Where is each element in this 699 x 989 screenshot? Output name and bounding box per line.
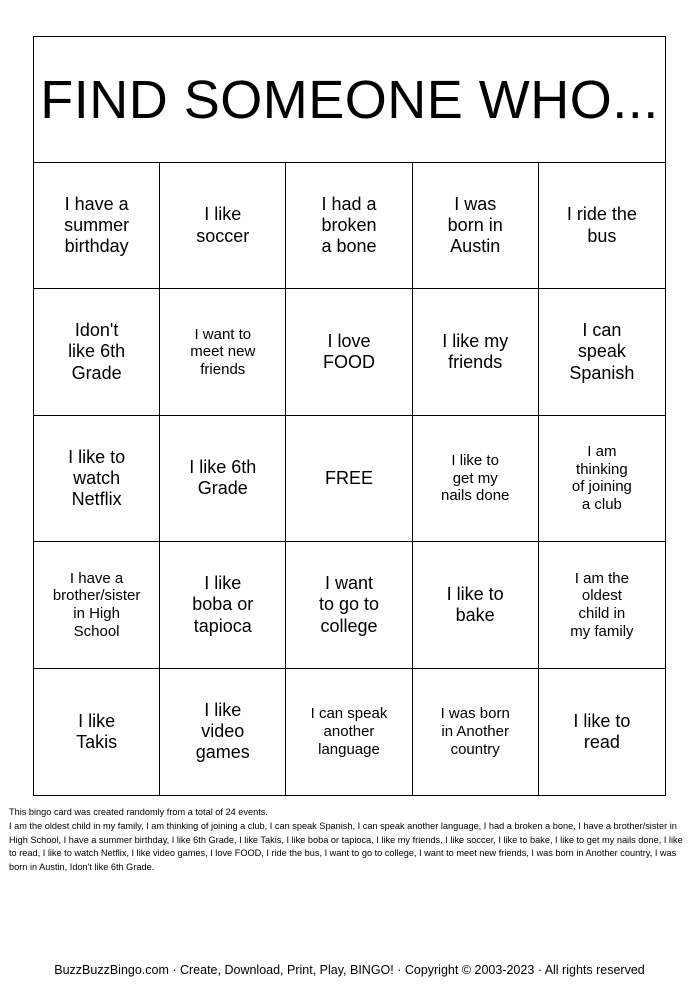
bingo-cell-text: Idon't like 6th Grade xyxy=(68,320,126,383)
bingo-cell xyxy=(539,669,665,795)
bingo-cell-text: I have a summer birthday xyxy=(64,193,130,257)
bingo-cell-text: I want to go to college xyxy=(318,573,380,636)
bingo-cell xyxy=(160,542,286,668)
bingo-cell xyxy=(413,416,539,542)
bingo-cell-text: I like to read xyxy=(573,710,631,752)
bingo-cell xyxy=(34,542,160,668)
card-title: FIND SOMEONE WHO... xyxy=(34,37,665,163)
bingo-cell-text: I am thinking of joining a club xyxy=(571,443,632,514)
bingo-cell xyxy=(539,416,665,542)
bingo-cell xyxy=(413,163,539,289)
card-info-summary: This bingo card was created randomly from a total of 24 events. xyxy=(9,807,268,817)
bingo-cell-text: I am the oldest child in my family xyxy=(570,569,634,640)
bingo-cell-text: I like boba or tapioca xyxy=(192,573,254,636)
bingo-cell-text: I can speak another language xyxy=(310,705,388,758)
bingo-cell xyxy=(413,542,539,668)
bingo-cell xyxy=(34,669,160,795)
bingo-cell xyxy=(160,669,286,795)
bingo-cell-text: I like to get my nails done xyxy=(441,451,510,505)
bingo-cell xyxy=(413,669,539,795)
bingo-cell xyxy=(160,416,286,542)
card-info xyxy=(9,806,689,875)
bingo-cell-text: I want to meet new friends xyxy=(190,325,256,378)
bingo-cell xyxy=(286,669,412,795)
bingo-cell-text: I had a broken a bone xyxy=(321,193,377,257)
bingo-cell-text: I like Takis xyxy=(76,710,118,752)
bingo-cell xyxy=(286,542,412,668)
bingo-cell xyxy=(34,289,160,415)
bingo-card xyxy=(33,36,666,796)
bingo-cell-text: I like my friends xyxy=(442,330,509,373)
bingo-cell xyxy=(413,289,539,415)
bingo-cell xyxy=(34,416,160,542)
bingo-cell-text: I have a brother/sister in High School xyxy=(52,569,141,640)
bingo-cell-text: I love FOOD xyxy=(322,330,375,373)
bingo-cell-text: I can speak Spanish xyxy=(569,320,635,383)
bingo-cell-text: FREE xyxy=(324,467,373,488)
bingo-cell xyxy=(539,289,665,415)
bingo-cell-text: I was born in Another country xyxy=(440,705,510,758)
bingo-cell-text: I like to watch Netflix xyxy=(68,446,126,510)
bingo-cell xyxy=(286,289,412,415)
bingo-cell xyxy=(160,163,286,289)
footer-copyright: BuzzBuzzBingo.com · Create, Download, Print, Play, BINGO! · Copyright © 2003-2023 · All rights reserved xyxy=(54,963,645,977)
bingo-cell xyxy=(286,163,412,289)
card-info-events: I am the oldest child in my family, I am thinking of joining a club, I can speak Spanish, I can speak another language, I had a broken a bone, I have a brother/sister in High School, I have a summer birthday, I like 6th Grade, I like Takis, I like boba or tapioca, I like my friends, I like soccer, I like to bake, I like to get my nails done, I like to read, I like to watch Netflix, I like video games, I love FOOD, I ride the bus, I want to go to college, I want to meet new friends, I was born in Another country, I was born in Austin, Idon't like 6th Grade. xyxy=(9,820,683,873)
bingo-cell xyxy=(160,289,286,415)
bingo-cell-text: I ride the bus xyxy=(566,204,637,246)
bingo-cell-text: I like to bake xyxy=(446,583,504,625)
bingo-cell-text: I was born in Austin xyxy=(447,193,503,257)
bingo-cell xyxy=(539,163,665,289)
bingo-cell-text: I like soccer xyxy=(196,204,250,246)
bingo-cell xyxy=(34,163,160,289)
bingo-cell-text: I like video games xyxy=(195,699,250,763)
bingo-cell xyxy=(539,542,665,668)
bingo-cell xyxy=(286,416,412,542)
bingo-cell-text: I like 6th Grade xyxy=(189,457,257,499)
